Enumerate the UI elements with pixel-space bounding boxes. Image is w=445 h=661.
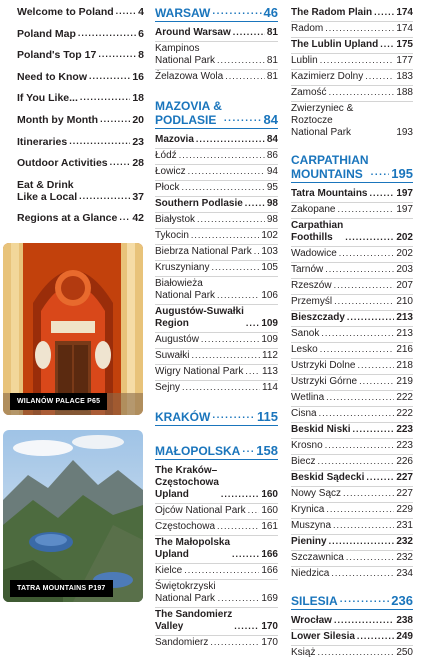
menu-item-welcome[interactable]: Welcome to Poland ..... 4 (17, 6, 144, 18)
toc-entry[interactable]: Cisna ..... 222 (291, 407, 413, 423)
chapter-silesia[interactable]: SILESIA ..... 236 (291, 594, 413, 610)
menu-item-outdoor[interactable]: Outdoor Activities ..... 28 (17, 157, 144, 169)
left-menu (17, 6, 144, 234)
toc-entry[interactable]: Augustów-Suwałki Region ..... 109 (155, 305, 278, 333)
toc-entry[interactable]: The Kraków– Częstochowa Upland ..... 160 (155, 464, 278, 504)
toc-entry[interactable]: Tatra Mountains ..... 197 (291, 187, 413, 203)
chapter-mazovia[interactable]: MAZOVIA & PODLASIE ..... 84 (155, 99, 278, 129)
page-number: 158 (256, 443, 278, 458)
page-number: 23 (132, 135, 144, 148)
chapter-carpathian[interactable]: CARPATHIAN MOUNTAINS ..... 195 (291, 153, 413, 183)
toc-entry[interactable]: Żelazowa Wola ..... 81 (155, 70, 278, 85)
toc-entry[interactable]: Wadowice ..... 202 (291, 247, 413, 263)
toc-entry[interactable]: Biebrza National Park ..... 103 (155, 245, 278, 261)
toc-entry[interactable]: Kruszyniany ..... 105 (155, 261, 278, 277)
toc-entry[interactable]: Zamość ..... 188 (291, 86, 413, 102)
toc-entry[interactable]: The Lublin Upland ..... 175 (291, 38, 413, 54)
page-number: 4 (138, 6, 144, 18)
toc-entry[interactable]: Nowy Sącz ..... 227 (291, 487, 413, 503)
toc-entry[interactable]: Wetlina ..... 222 (291, 391, 413, 407)
toc-entry[interactable]: Wrocław ..... 238 (291, 614, 413, 630)
toc-entry[interactable]: Rzeszów ..... 207 (291, 279, 413, 295)
page-number: 42 (132, 212, 144, 225)
page-number: 8 (138, 49, 144, 62)
toc-entry[interactable]: Muszyna ..... 231 (291, 519, 413, 535)
toc-entry[interactable]: Ustrzyki Górne ..... 219 (291, 375, 413, 391)
toc-entry[interactable]: Mazovia ..... 84 (155, 133, 278, 149)
toc-entry[interactable]: Krosno ..... 223 (291, 439, 413, 455)
toc-entry[interactable]: Tykocin ..... 102 (155, 229, 278, 245)
toc-entry[interactable]: Southern Podlasie ..... 98 (155, 197, 278, 213)
toc-entry[interactable]: Around Warsaw ..... 81 (155, 26, 278, 42)
toc-entry[interactable]: Bieszczady ..... 213 (291, 311, 413, 327)
photo-caption: WILANÓW PALACE P65 (10, 393, 107, 410)
toc-entry[interactable]: Kielce ..... 166 (155, 564, 278, 580)
toc-entry[interactable]: Świętokrzyski National Park ..... 169 (155, 580, 278, 608)
page-number: 115 (257, 409, 278, 424)
toc-column-middle (155, 6, 278, 651)
toc-entry[interactable]: Beskid Niski ..... 223 (291, 423, 413, 439)
toc-entry[interactable]: Beskid Sądecki ..... 227 (291, 471, 413, 487)
menu-item-if-you-like[interactable]: If You Like... ..... 18 (17, 92, 144, 104)
menu-item-need-to-know[interactable]: Need to Know ..... 16 (17, 71, 144, 83)
toc-entry[interactable]: Ojców National Park ..... 160 (155, 504, 278, 520)
toc-entry[interactable]: Sanok ..... 213 (291, 327, 413, 343)
page-number: 84 (263, 112, 278, 127)
menu-item-map[interactable]: Poland Map ..... 6 (17, 28, 144, 40)
page-number: 6 (138, 27, 144, 40)
toc-entry[interactable]: Niedzica ..... 234 (291, 567, 413, 582)
toc-entry[interactable]: Zakopane ..... 197 (291, 203, 413, 219)
page-number: 195 (391, 166, 413, 181)
toc-entry[interactable]: Płock ..... 95 (155, 181, 278, 197)
toc-entry[interactable]: The Małopolska Upland ..... 166 (155, 536, 278, 564)
page-number: 236 (391, 593, 413, 608)
toc-entry[interactable]: Częstochowa ..... 161 (155, 520, 278, 536)
toc-entry[interactable]: The Radom Plain ..... 174 (291, 6, 413, 22)
toc-entry[interactable]: Kampinos National Park ..... 81 (155, 42, 278, 70)
chapter-warsaw[interactable]: WARSAW ..... 46 (155, 6, 278, 22)
photo-caption: TATRA MOUNTAINS P197 (10, 580, 113, 597)
toc-entry[interactable]: The Sandomierz Valley ..... 170 (155, 608, 278, 636)
toc-entry[interactable]: Wigry National Park ..... 113 (155, 365, 278, 381)
page-number: 20 (132, 113, 144, 126)
toc-entry[interactable]: Augustów ..... 109 (155, 333, 278, 349)
toc-column-right (291, 6, 413, 661)
menu-item-month[interactable]: Month by Month ..... 20 (17, 114, 144, 126)
menu-item-regions[interactable]: Regions at a Glance ..... 42 (17, 212, 144, 224)
menu-item-eat-drink[interactable]: Eat & Drink Like a Local ..... 37 (17, 179, 144, 203)
toc-entry[interactable]: Tarnów ..... 203 (291, 263, 413, 279)
page-number: 18 (132, 92, 144, 105)
toc-entry[interactable]: Szczawnica ..... 232 (291, 551, 413, 567)
page-number: 46 (263, 5, 278, 20)
toc-entry[interactable]: Łódź ..... 86 (155, 149, 278, 165)
menu-item-itineraries[interactable]: Itineraries ..... 23 (17, 136, 144, 148)
page-number: 28 (132, 157, 144, 170)
toc-entry[interactable]: Ustrzyki Dolne ..... 218 (291, 359, 413, 375)
toc-entry[interactable]: Kazimierz Dolny ..... 183 (291, 70, 413, 86)
mountain-lake-image (3, 430, 143, 602)
toc-entry[interactable]: Białowieża National Park ..... 106 (155, 277, 278, 305)
chapter-krakow[interactable]: KRAKÓW ..... 115 (155, 410, 278, 426)
page-number: 16 (132, 70, 144, 83)
toc-entry[interactable]: Sandomierz ..... 170 (155, 636, 278, 651)
chapter-malopolska[interactable]: MAŁOPOLSKA ..... 158 (155, 444, 278, 460)
toc-entry[interactable]: Radom ..... 174 (291, 22, 413, 38)
toc-entry[interactable]: Lesko ..... 216 (291, 343, 413, 359)
wilanow-palace-photo (3, 243, 143, 415)
toc-entry[interactable]: Biecz ..... 226 (291, 455, 413, 471)
tatra-mountains-photo (3, 430, 143, 602)
toc-entry[interactable]: Przemyśl ..... 210 (291, 295, 413, 311)
toc-entry[interactable]: Pieniny ..... 232 (291, 535, 413, 551)
toc-entry[interactable]: Lower Silesia ..... 249 (291, 630, 413, 646)
toc-entry[interactable]: Zwierzyniec & Roztocze National Park 193 (291, 103, 413, 138)
toc-entry[interactable]: Sejny ..... 114 (155, 381, 278, 396)
toc-entry[interactable]: Suwałki ..... 112 (155, 349, 278, 365)
palace-facade-image (3, 243, 143, 415)
menu-item-top17[interactable]: Poland's Top 17 ..... 8 (17, 49, 144, 61)
toc-entry[interactable]: Białystok ..... 98 (155, 213, 278, 229)
toc-entry[interactable]: Krynica ..... 229 (291, 503, 413, 519)
toc-entry[interactable]: Książ ..... 250 (291, 646, 413, 661)
page-number: 37 (132, 190, 144, 203)
toc-entry[interactable]: Lublin ..... 177 (291, 54, 413, 70)
toc-entry[interactable]: Carpathian Foothills ..... 202 (291, 219, 413, 247)
toc-entry[interactable]: Łowicz ..... 94 (155, 165, 278, 181)
